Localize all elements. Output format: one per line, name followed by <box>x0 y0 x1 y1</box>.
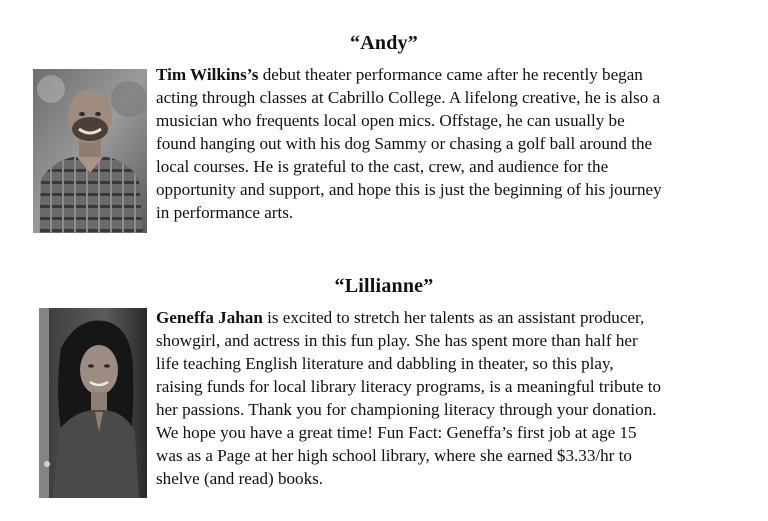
bio-line: We hope you have a great time! Fun Fact: Geneffa’s first job at age 15 <box>156 423 637 442</box>
bio-first-line <box>156 306 756 329</box>
bio-line: in performance arts. <box>156 203 294 222</box>
bio-text-geneffa-jahan <box>156 306 756 490</box>
photo-geneffa-jahan-image <box>39 308 147 498</box>
photo-tim-wilkins-image <box>33 69 147 233</box>
bio-line-text: debut theater performance came after he recently began <box>258 65 643 84</box>
actor-name: Geneffa Jahan <box>156 308 263 327</box>
bio-line: life teaching English literature and dabbling in theater, so this play, <box>156 354 614 373</box>
bio-line: was as a Page at her high school library, where she earned $3.33/hr to <box>156 446 632 465</box>
role-title-lillianne: “Lillianne” <box>334 275 434 297</box>
bio-line: musician who frequents local open mics. Offstage, he can usually be <box>156 111 625 130</box>
bio-line: acting through classes at Cabrillo College. A lifelong creative, he is also a <box>156 88 661 107</box>
bio-line-text: is excited to stretch her talents as an assistant producer, <box>262 308 645 327</box>
bio-line: opportunity and support, and hope this is just the beginning of his journey <box>156 180 662 199</box>
actor-photo-geneffa-jahan <box>39 308 147 498</box>
bio-text-tim-wilkins <box>156 63 756 224</box>
bio-first-line <box>156 63 756 86</box>
bio-line: raising funds for local library literacy programs, is a meaningful tribute to <box>156 377 662 396</box>
role-title-andy: “Andy” <box>350 32 418 54</box>
bio-line: her passions. Thank you for championing literacy through your donation. <box>156 400 657 419</box>
actor-name: Tim Wilkins’s <box>156 65 259 84</box>
bio-line: showgirl, and actress in this fun play. She has spent more than half her <box>156 331 638 350</box>
bio-line: found hanging out with his dog Sammy or chasing a golf ball around the <box>156 134 653 153</box>
bio-line: local courses. He is grateful to the cast, crew, and audience for the <box>156 157 609 176</box>
bio-line: shelve (and read) books. <box>156 469 324 488</box>
actor-photo-tim-wilkins <box>33 69 147 233</box>
